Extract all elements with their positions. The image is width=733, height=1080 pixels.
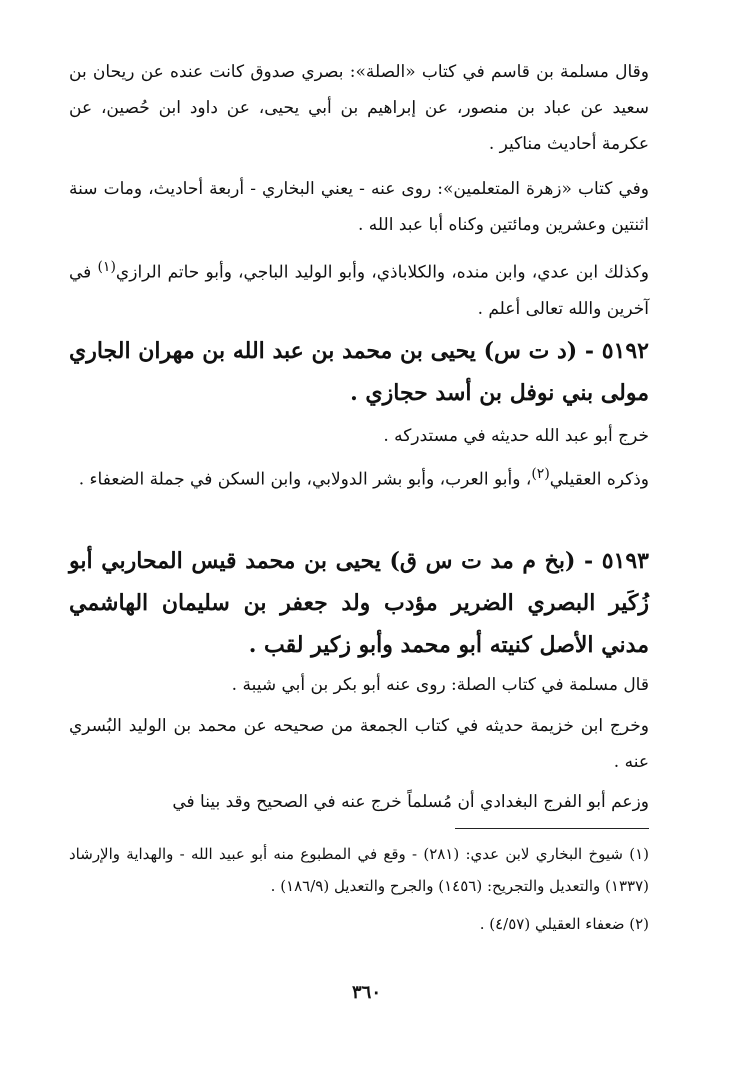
- paragraph-ibn-adi: وكذلك ابن عدي، وابن منده، والكلاباذي، وأبو الوليد الباجي، وأبو حاتم الرازي$^{(١)}$ في آخرين والله تعالى أعلم .: [69, 259, 650, 319]
- footnote-ref-2: (٢): [531, 466, 550, 482]
- page-number: ٣٦٠: [351, 982, 381, 1003]
- paragraph-abu-faraj: وزعم أبو الفرج البغدادي أن مُسلماً خرج عنه في الصحيح وقد بينا في: [172, 792, 649, 812]
- paragraph-maslama-abu-bakr: قال مسلمة في كتاب الصلة: روى عنه أبو بكر بن أبي شيبة .: [231, 675, 649, 695]
- entry-heading-5192: ٥١٩٢ - (د ت س) يحيى بن محمد بن عبد الله بن مهران الجاري مولى بني نوفل بن أسد حجازي .: [69, 338, 649, 406]
- footnote-ref-1: (١): [97, 259, 116, 275]
- footnote-2: (٢) ضعفاء العقيلي (٤/٥٧) .: [479, 915, 649, 933]
- paragraph-mustadrak: خرج أبو عبد الله حديثه في مستدركه .: [383, 426, 649, 446]
- footnote-1: (١) شيوخ البخاري لابن عدي: (٢٨١) - وقع في المطبوع منه أبو عبيد الله - والهداية والإرشاد (١٣٣٧) والتعديل والتجريح: (١٤٥٦) والجرح والتعديل (١٨٦/٩) .: [69, 845, 649, 895]
- paragraph-ibn-khuzayma: وخرج ابن خزيمة حديثه في كتاب الجمعة من صحيحه عن محمد بن الوليد البُسري عنه .: [69, 716, 649, 772]
- paragraph-zahrat-mutaallimin: وفي كتاب «زهرة المتعلمين»: روى عنه - يعني البخاري - أربعة أحاديث، ومات سنة اثنتين وعشرين ومائتين وكناه أبا عبد الله .: [69, 179, 649, 235]
- paragraph-uqayli: وذكره العقيلي$^{(٢)}$، وأبو العرب، وأبو بشر الدولابي، وابن السكن في جملة الضعفاء .: [78, 466, 649, 490]
- paragraph-maslama-sila: وقال مسلمة بن قاسم في كتاب «الصلة»: بصري صدوق كانت عنده عن ريحان بن سعيد عن عباد بن منصور، عن إبراهيم بن أبي يحيى، عن داود ابن حُصين، عن عكرمة أحاديث مناكير .: [69, 62, 649, 154]
- entry-heading-5193: ٥١٩٣ - (بخ م مد ت س ق) يحيى بن محمد قيس المحاربي أبو زُكَير البصري الضرير مؤدب ولد جعفر بن سليمان الهاشمي مدني الأصل كنيته أبو محمد وأبو زكير لقب .: [69, 548, 649, 658]
- footnote-separator: [455, 828, 649, 829]
